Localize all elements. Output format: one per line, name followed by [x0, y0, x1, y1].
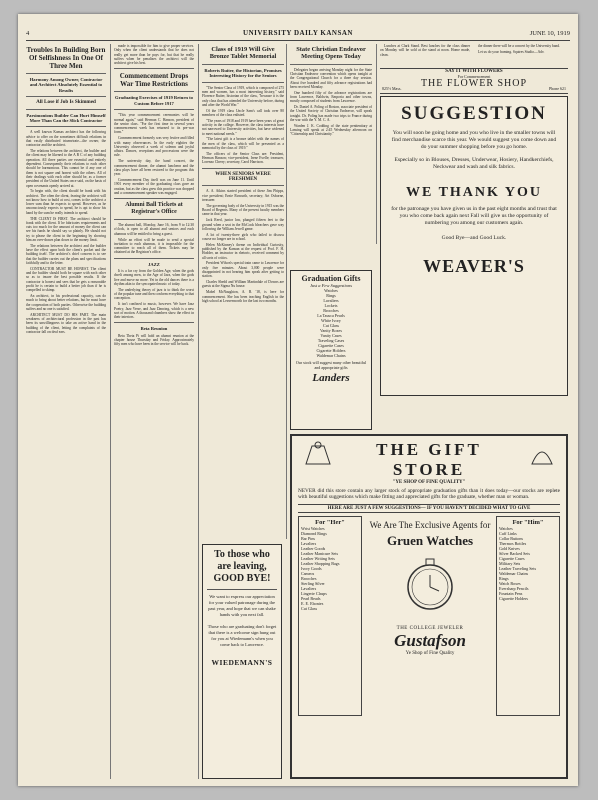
landers-headline: Graduation Gifts: [301, 274, 361, 283]
article-body-jazz: [114, 269, 194, 319]
paragraph: It is a far cry from the Golden Age, when the gods dwelt among men, to the Age of Jazz, when the gods live and move no more. Yet in the old dances there is a rhythm akin to the syncopated music of today.: [114, 269, 194, 287]
paragraph: Lunches at Clark Stand. Best lunches for the class dinner on Monday will be sold at the stand at noon. Home made, clean.: [380, 44, 470, 57]
paragraph: Let us do your framing. Squires Studio—Adv.: [478, 49, 545, 54]
subhead-all-lose: All Lose if Job Is Skimmed: [36, 99, 96, 106]
paragraph: To begin with, the client should be frank with his architect. The often the client, fearing the architect will not know how to build at cost, comes to the architect a lower sum than he expects to spend. However, as he unconsciously expects to spend, he is apt to show his hand by the sum he really intends to spend.: [26, 189, 106, 215]
paragraph: Dr. Daniel A. Poling of Boston, associate president of the United Society of Christian Endeavor, will speak tonight. Dr. Poling has made two trips to France during the war with the Y. M. C. A.: [290, 105, 372, 123]
paragraph: One hundred fifty of the advance registrations are from Lawrence, Baldwin, Emporia and other towns, mostly composed of students from Lawrence.: [290, 90, 372, 104]
list-item: Leather Writing Sets: [301, 555, 335, 561]
gift-store-intro: NEVER did this store contain any larger stock of appropriate graduation gifts than it does today—our stocks are replete with beautiful suggestions which make fitting and appreciated gifts for the graduate, whether man or woman.: [298, 488, 560, 501]
paragraph: Charles Shedd and William Martindale of Downs are guests at the Sigma Nu house.: [202, 280, 284, 289]
column-1: [26, 44, 106, 779]
list-item: Cut Glass: [301, 605, 318, 611]
list-item: Silver Backed Sets: [499, 550, 530, 556]
list-item: Wrist Watches: [301, 525, 325, 531]
list-item: Eversharp Pencils: [499, 585, 529, 591]
list-item: Lavaliers: [301, 540, 317, 546]
paragraph: While an effort will be made to send a special invitation to each alumnus, it is impossible for the committee to reach all of them. Tickets may be obtained at the Registrar's office.: [114, 237, 194, 255]
article-body-class-1919: [202, 86, 284, 165]
paragraph: Helen McKinney's theme on Individual Curiosity, published by the Kansan at the request of Prof. F. H. Hodder, an instructor in rhetoric, received comment by all sorts of critics.: [202, 242, 284, 260]
landers-footer: Our stock will suggest many other beautiful and appropriate gifts: [295, 360, 367, 370]
paragraph: The relations between the architect, the builder and the client may be likened to the A B C of any building operation. All three parties are essential and entirely dependent. Consequently their relations to each other should be harmonious. This cannot be if any one of them is not square and honest with the others. All of their dealings with each other should be, as a former president of the United States once said, on the basis of open covenants openly arrived at.: [26, 149, 106, 188]
headline-seniors-freshmen: WHEN SENIORS WERE FRESHMEN: [215, 171, 271, 183]
list-item: Fountain Pens: [499, 590, 523, 596]
landers-list: [294, 288, 368, 358]
newspaper-title: UNIVERSITY DAILY KANSAN: [243, 29, 353, 37]
list-item: Leather Goods: [301, 545, 326, 551]
list-item: Sterling Silver: [301, 580, 325, 586]
suggestion-text-2: Especially so in Blouses, Dresses, Underwear, Hosiery, Handkerchiefs, Neckwear and wash and silk fabrics.: [394, 157, 554, 170]
gift-store-tagline: "YE SHOP OF FINE QUALITY": [392, 480, 466, 485]
landers-sub: Just a Few Suggestions: [309, 283, 353, 288]
list-item: La Tausca Pearls: [317, 313, 345, 318]
list-item: Cuff Links: [499, 530, 517, 536]
paragraph: CONTRACTOR MUST BE HONEST. The client and the builder should both be square with each other so as to insure the best possible results. If the contractor is honest and sees that he gets a reasonable profit he is certain to build a better job than if he is compelled to skimp.: [26, 266, 106, 293]
jeweler-name: Gustafson: [394, 630, 466, 650]
gift-store-title: THE GIFT STORE: [376, 440, 482, 479]
list-item: Cigarette Cases: [318, 343, 344, 348]
list-item: Diamond Rings: [301, 530, 327, 536]
headline-troubles: Troubles In Building Born Of Selfishness In One Of Three Men: [26, 46, 106, 70]
flower-shop-ad: [380, 68, 568, 94]
landers-logo: Landers: [312, 372, 350, 384]
list-item: Rings: [499, 575, 509, 581]
article-continued: [114, 44, 194, 65]
paragraph: The governing body of the University in 1915 was the Board of Regents. Many of the present faculty members came in that year.: [202, 203, 284, 217]
for-her-box: [298, 516, 362, 716]
article-body-seniors: [202, 189, 284, 303]
paragraph: An architect, in his professional capacity, can do much to bring about better relations, but he must have the cooperation of both parties. Otherwise the building suffers and no one is satisfied.: [26, 294, 106, 312]
wiedemanns-signature: WIEDEMANN'S: [211, 658, 273, 667]
paragraph: A. A. Atkins started president of these Jim Phipps, vice president; Ernie Ruwurth, secretary; Art Osborne, treasurer.: [202, 189, 284, 203]
paragraph: A well known Kansas architect has the following advice to offer on the sometimes difficult relations in that vastly distributed triumvirate—the owner, the contractor and the architect.: [26, 130, 106, 148]
list-item: Cigarette Cases: [499, 555, 525, 561]
list-item: Brooches: [323, 308, 339, 313]
list-item: Watches: [324, 288, 338, 293]
list-item: Leather Manicure Sets: [301, 550, 339, 556]
paragraph: Of the 1919 class Uncle Sam's call took over 80 members of the class enlisted.: [202, 108, 284, 117]
list-item: White Ivory: [321, 318, 341, 323]
paragraph: A lot of twenty-three girls who failed to discuss course no longer are in school.: [202, 232, 284, 241]
headline-beta-reunion: Beta Reunion: [140, 326, 168, 332]
list-item: Ivory Goods: [301, 565, 322, 571]
paragraph: "The latest gift is a bronze tablet with the names of the men of the class, which will be presented as a memorial by the class of 1919.": [202, 137, 284, 150]
headline-class-1919: Class of 1919 Will Give Bronze Tablet Memorial: [209, 46, 277, 61]
for-him-list: [499, 526, 557, 601]
paragraph: THE CLIENT IS FIRST. The architect should be frank with the client. If he fabricates requirements and cuts too much for the amount of money the client can see his funds he should say so plainly. He should not try to please the client in the beginning by showing him an over-drawn plan down to the money limit.: [26, 216, 106, 243]
gift-store-ad: [290, 434, 568, 779]
article-body-endeavor: [290, 68, 372, 137]
paragraph: the dinner there will be a concert by the University band.: [478, 44, 560, 48]
flower-slogan: SAY IT WITH FLOWERS: [445, 69, 503, 74]
suggestion-title: SUGGESTION: [401, 103, 547, 124]
wiedemanns-title: To those who are leaving, GOOD BYE!: [213, 549, 271, 584]
subhead-historian: Roberts Ruiter, the Historian, Promises Interesting History for the Seniors: [204, 67, 282, 79]
article-body-troubles: [26, 130, 106, 334]
column-3: [202, 44, 284, 539]
paragraph: made is impossible for him to give proper services. Only when the client understands that he does not really get more than he pays for, but that he really suffers when he penalizes the architect will the architect give his best.: [114, 44, 194, 66]
landers-ad: [290, 270, 372, 430]
gift-store-header: [298, 440, 560, 480]
article-lunches: [380, 44, 470, 57]
newspaper-page: [18, 14, 578, 786]
gruen-brand: Gruen Watches: [386, 532, 474, 548]
list-item: Cameos: [301, 570, 315, 576]
list-item: Vanity Cases: [320, 333, 342, 338]
paragraph: It isn't confined to music, however. We have Jazz Poetry, Jazz Verse, and Jazz Dancing, which is a new sort of motion. A thousand chambers show the effect in their interiors.: [114, 302, 194, 320]
paragraph: Beta Theta Pi will hold an alumni reunion at the chapter house Thursday and Friday. Approximately fifty men who have been in the service will be back.: [114, 333, 194, 347]
for-him-title: For "Him": [512, 518, 544, 526]
list-item: Thermos Bottles: [499, 540, 527, 546]
wiedemanns-body-2: Those who are graduating don't forget that there is a welcome sign hung out for you at Wiedemann's when you come back to Lawrence.: [207, 624, 277, 647]
paragraph: The alumni ball, Monday, June 16, from 9 to 12:30 o'clock, is open to all alumni and seniors and each alumnus will be entitled to bring a guest.: [114, 223, 194, 236]
for-him-box: [496, 516, 560, 716]
headline-christian-endeavor: State Christian Endeavor Meeting Opens Today: [296, 46, 366, 61]
gift-store-body: [298, 516, 560, 721]
list-item: Waldemar Chains: [316, 353, 346, 358]
list-item: Cigarette Holders: [316, 348, 346, 353]
vase-icon: [298, 440, 336, 466]
list-item: Leather Traveling Sets: [499, 565, 537, 571]
paragraph: The underlying theory of jazz is to think the worst of the popular tune and then conform everything to that conception.: [114, 287, 194, 301]
list-item: Bar Pins: [301, 535, 315, 541]
list-item: Waldemar Chains: [499, 570, 529, 576]
list-item: Brooches: [301, 575, 317, 581]
paragraph: Commencement Day itself was on June 11. Until 1901 every member of the graduating class gave an oration, but as the class grew this practice was dropped and a commencement speaker was engaged.: [114, 177, 194, 195]
list-item: Traveling Cases: [317, 338, 345, 343]
for-her-list: [301, 526, 359, 611]
list-item: Lingerie Clasps: [301, 590, 327, 596]
list-item: Lockets: [324, 303, 338, 308]
jeweler-label: THE COLLEGE JEWELER: [396, 625, 464, 631]
flower-shop-name: THE FLOWER SHOP: [420, 78, 528, 89]
list-item: E. E. Ebonies: [301, 600, 324, 606]
suggestion-text: You will soon be going home and you who live in the smaller towns will find merchandise scarce this year. We would suggest you come down and do your summer shopping before you go home.: [391, 130, 557, 150]
wiedemanns-body: We want to express our appreciation for your valued patronage during the past year, and hope that we can shake hands with you next fall.: [208, 594, 276, 617]
gruen-block: [368, 520, 492, 656]
list-item: Vanity Boxes: [320, 328, 342, 333]
flower-phone: Phone 621: [549, 86, 566, 91]
jeweler-tag: Ye Shop of Fine Quality: [405, 650, 455, 656]
list-item: Watch Boxes: [499, 580, 521, 586]
list-item: Leather Shopping Bags: [301, 560, 340, 566]
paragraph: The relations between the architect and the builder have the effect upon both the client's pocket and the building itself. The architect's chief concern is to see that the builder carries out the plans and specifications faithfully and to the letter.: [26, 243, 106, 266]
article-dinner: [474, 44, 566, 54]
article-body-alumni-ball: [114, 223, 194, 255]
list-item: Lavaliers: [301, 585, 317, 591]
paragraph: Mabel McNaughton, A. B. '18, is here for commencement. She has been teaching English in the high school at Leavenworth for the last two months.: [202, 290, 284, 303]
flower-address: 825½ Mass.: [382, 86, 402, 91]
list-item: Collar Buttons: [499, 535, 523, 541]
headline-jazz: JAZZ: [148, 261, 160, 267]
list-item: Lavaliers: [323, 298, 339, 303]
subhead-parsimonious: Parsimonious Builder Can Hurt Himself More Than Can the Slick Contractor: [26, 112, 106, 124]
urn-icon: [522, 440, 560, 466]
list-item: Cigarette Holders: [499, 595, 528, 601]
column-2: [114, 44, 194, 779]
paragraph: The officers of the Senior Class are: President, Herman Hanson; vice-president, Irene Evelle; treasurer, Lorenzo Cherry; secretary, Carol Harrison.: [202, 151, 284, 165]
thanks-title: WE THANK YOU: [405, 185, 542, 200]
subhead-graduating: Graduating Exercises of 1919 Return to Custom Before 1917: [115, 95, 193, 106]
wiedemanns-ad: [202, 544, 282, 779]
goodbye-text: Good Bye—and Good Luck.: [441, 235, 507, 241]
for-her-title: For "Her": [315, 518, 345, 526]
flower-sub: For Commencement: [457, 74, 491, 79]
gift-store-banner: HERE ARE JUST A FEW SUGGESTIONS— IF YOU HAVEN'T DECIDED WHAT TO GIVE: [298, 504, 560, 513]
list-item: Cut Glass: [322, 323, 340, 328]
gruen-text: We Are The Exclusive Agents for: [369, 519, 491, 530]
list-item: Military Sets: [499, 560, 521, 566]
paragraph: Delegates began arriving Monday night for the State Christian Endeavor convention which opens tonight at the Congregational Church for a three day session. About five hundred and fifty advance registrations had been received Monday.: [290, 67, 372, 89]
list-item: Pearl Beads: [301, 595, 321, 601]
paragraph: Commencement formerly was very festive and filled with many observances. In the early eighties the University observed a week of solemn and joyful affairs. Dances, receptions and processions were the rule.: [114, 136, 194, 158]
article-body-commencement: [114, 113, 194, 195]
paragraph: Warden J. K. Codding of the state penitentiary at Lansing will speak at 2:45 Wednesday afternoon on "Citizenship and Christianity.": [290, 123, 372, 137]
list-item: Gold Knives: [499, 545, 520, 551]
thanks-text: for the patronage you have given us in the past eight months and trust that you who come back again next Fall will give us the opportunity of numbering you among our customers again.: [391, 206, 557, 226]
paragraph: "This year commencement ceremonies will be normal again," said Herman C. Hanson, president of the senior class. "For the first time in several years commencement week has returned to its pre-war form.": [114, 113, 194, 135]
weavers-store-name: WEAVER'S: [423, 256, 525, 276]
headline-commencement: Commencement Drops War Time Restrictions: [119, 72, 189, 89]
paragraph: ARCHITECT MUST DO HIS PART. The main weakness of architectural profession in the past has been its unwillingness to take an active hand in the building of the client, letting the complaints of the contractor fall on deaf ears.: [26, 312, 106, 334]
watch-icon: [385, 553, 475, 617]
subhead-harmony: Harmony Among Owner, Contractor and Architect Absolutely Essential to Results: [29, 77, 103, 93]
headline-alumni-ball: Alumni Ball Tickets at Registrar's Office: [125, 202, 183, 216]
page-number: 4: [26, 30, 30, 37]
paragraph: Jack Reed, junior law, plunged fifteen feet to the ground when a seat in the McCook bleachers gave way following the William Jewell game.: [202, 218, 284, 231]
paragraph: President Wilson's special train came to Lawrence for only five minutes. About 3,000 people were disappointed in not hearing him speak after getting to station.: [202, 261, 284, 279]
issue-date: JUNE 10, 1919: [529, 30, 570, 37]
weavers-ad: [380, 96, 568, 396]
list-item: Watches: [499, 525, 513, 531]
paragraph: The university day, the band concert, the commencement dinner, the alumni luncheon and the class plays have all been restored to the program this year.: [114, 159, 194, 177]
masthead: [26, 28, 570, 41]
paragraph: "The years of 1918 and 1919 have been years of great activity in the college. However, the class interests have not narrowed to University activities, but have widened to meet national needs.": [202, 118, 284, 136]
article-body-beta: [114, 334, 194, 347]
paragraph: "The Senior Class of 1919, which is composed of 275 men and women, has a most interesting history," said Florence Ruiter, historian of the class, "because it is the only class that has attended the University before, during and after the World War.": [202, 85, 284, 107]
list-item: Rings: [326, 293, 336, 298]
